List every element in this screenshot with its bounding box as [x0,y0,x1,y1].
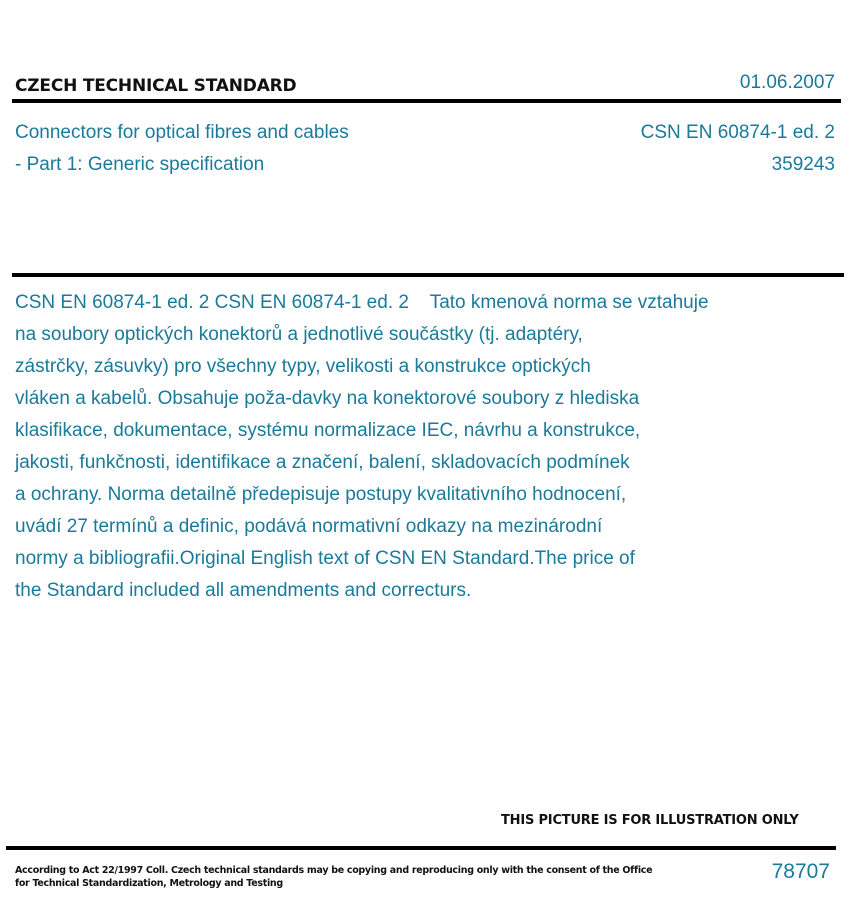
abstract-line: uvádí 27 termínů a definic, podává normativní odkazy na mezinárodní [15,516,603,537]
abstract-line: vláken a kabelů. Obsahuje poža-davky na konektorové soubory z hlediska [15,388,640,409]
header-divider [12,99,841,103]
abstract-line: klasifikace, dokumentace, systému normalizace IEC, návrhu a konstrukce, [15,420,641,441]
abstract-line: a ochrany. Norma detailně předepisuje postupy kvalitativního hodnocení, [15,484,627,505]
title-divider [12,273,844,277]
abstract-line: CSN EN 60874-1 ed. 2 CSN EN 60874-1 ed. 2 Tato kmenová norma se vztahuje [15,292,709,313]
legal-notice-line-1: According to Act 22/1997 Coll. Czech technical standards may be copying and reproducing only with the consent of the Office [15,865,653,876]
standard-type-label: CZECH TECHNICAL STANDARD [15,76,297,96]
catalog-number: 359243 [771,154,835,175]
abstract-text [15,287,815,607]
footer-divider [6,846,836,850]
abstract-line: normy a bibliografii.Original English text of CSN EN Standard.The price of [15,548,635,569]
legal-notice-line-2: for Technical Standardization, Metrology and Testing [15,878,283,889]
abstract-line: na soubory optických konektorů a jednotlivé součástky (tj. adaptéry, [15,324,583,345]
standard-title-line-2: - Part 1: Generic specification [15,154,265,175]
legal-notice [15,864,652,890]
standard-identification [641,117,835,181]
publication-date: 01.06.2007 [739,72,835,93]
abstract-line: jakosti, funkčnosti, identifikace a značení, balení, skladovacích podmínek [15,452,630,473]
abstract-line: the Standard included all amendments and correcturs. [15,580,472,601]
standard-title [15,117,349,181]
standard-title-line-1: Connectors for optical fibres and cables [15,122,349,143]
document-number: 78707 [771,860,830,883]
illustration-notice: THIS PICTURE IS FOR ILLUSTRATION ONLY [501,813,799,828]
abstract-line: zástrčky, zásuvky) pro všechny typy, velikosti a konstrukce optických [15,356,591,377]
standard-designation: CSN EN 60874-1 ed. 2 [640,122,835,143]
